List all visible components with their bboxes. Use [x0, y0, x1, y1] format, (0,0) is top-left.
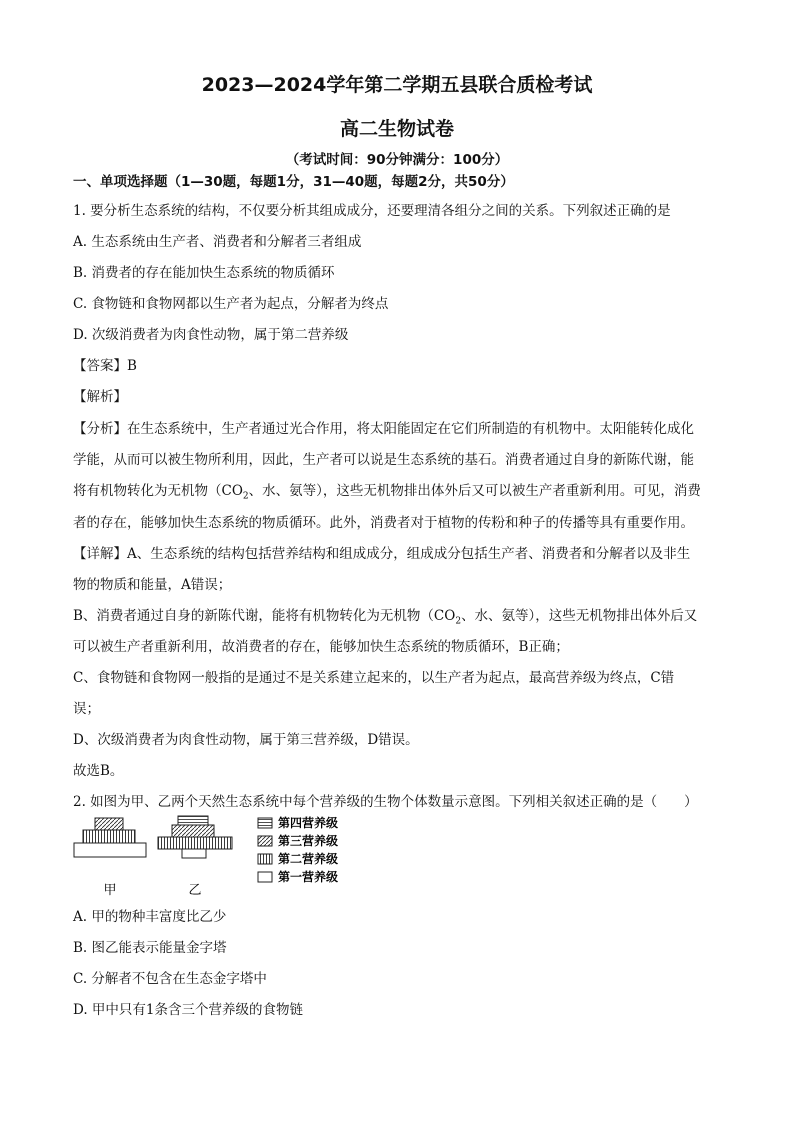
pyramid-yi: [158, 816, 232, 858]
q2-option-c: C. 分解者不包含在生态金字塔中: [73, 971, 267, 987]
analysis-label: 【解析】: [73, 389, 127, 405]
legend: [258, 815, 338, 884]
xiangjie-text-b1a: B、消费者通过自身的新陈代谢，能将有机物转化为无机物（CO: [73, 608, 456, 624]
q2-stem: 2. 如图为甲、乙两个天然生态系统中每个营养级的生物个体数量示意图。下列相关叙述正确的是（ ）: [73, 794, 698, 810]
fenxi-label: 【分析】: [73, 421, 127, 437]
q2-option-d: D. 甲中只有1条含三个营养级的食物链: [73, 1002, 304, 1018]
subscript-2: 2: [455, 616, 462, 627]
xiangjie-label: 【详解】: [73, 546, 127, 562]
legend-label-3: 第三营养级: [278, 834, 339, 848]
xiangjie-line-d: D、次级消费者为肉食性动物，属于第三营养级，D错误。: [73, 732, 419, 748]
fenxi-line-4: 者的存在，能够加快生态系统的物质循环。此外，消费者对于植物的传粉和种子的传播等具有重要作用。: [73, 515, 694, 531]
legend-label-1: 第一营养级: [278, 870, 339, 884]
q1-option-a: A. 生态系统由生产者、消费者和分解者三者组成: [73, 234, 362, 250]
xiangjie-line-a1: [73, 545, 690, 563]
section-heading: 一、单项选择题（1—30题，每题1分，31—40题，每题2分，共50分）: [73, 174, 514, 190]
legend-label-4: 第四营养级: [278, 816, 339, 830]
q1-option-c: C. 食物链和食物网都以生产者为起点，分解者为终点: [73, 296, 389, 312]
yi-level-2: [158, 837, 232, 849]
yi-level-1: [182, 849, 206, 858]
conclusion: 故选B。: [73, 763, 124, 779]
xiangjie-line-b2: 可以被生产者重新利用，故消费者的存在，能够加快生态系统的物质循环，B正确；: [73, 639, 569, 655]
fenxi-line-2: 学能，从而可以被生物所利用，因此，生产者可以说是生态系统的基石。消费者通过自身的新陈代谢，能: [73, 452, 694, 468]
pyramid-jia: [74, 818, 146, 857]
xiangjie-text-a1: A、生态系统的结构包括营养结构和组成成分，组成成分包括生产者、消费者和分解者以及非生: [127, 546, 691, 562]
legend-swatch-4: [258, 818, 272, 828]
xiangjie-line-a2: 物的物质和能量，A错误；: [73, 577, 232, 593]
fenxi-text-3b: 、水、氨等），这些无机物排出体外后又可以被生产者重新利用。可见，消费: [248, 483, 701, 499]
q2-option-a: A. 甲的物种丰富度比乙少: [73, 909, 227, 925]
subscript-2: 2: [242, 491, 249, 502]
legend-swatch-2: [258, 854, 272, 864]
xiangjie-line-c1: C、食物链和食物网一般指的是通过不是关系建立起来的，以生产者为起点，最高营养级为终点，C错: [73, 670, 675, 686]
legend-swatch-1: [258, 872, 272, 882]
q1-option-b: B. 消费者的存在能加快生态系统的物质循环: [73, 265, 335, 281]
exam-title: 2023—2024学年第二学期五县联合质检考试: [201, 74, 593, 96]
legend-swatch-3: [258, 836, 272, 846]
legend-label-2: 第二营养级: [278, 852, 339, 866]
xiangjie-text-b1b: 、水、氨等），这些无机物排出体外后又: [461, 608, 698, 624]
q1-answer: [73, 357, 137, 375]
jia-level-1: [74, 843, 146, 857]
answer-label: 【答案】: [73, 358, 127, 374]
yi-level-4: [178, 816, 208, 825]
exam-info: （考试时间：90分钟满分：100分）: [285, 152, 509, 168]
label-yi: 乙: [188, 883, 202, 897]
q2-option-b: B. 图乙能表示能量金字塔: [73, 940, 227, 956]
fenxi-line-1: [73, 420, 694, 438]
yi-level-3: [172, 825, 214, 837]
fenxi-text-1: 在生态系统中，生产者通过光合作用，将太阳能固定在它们所制造的有机物中。太阳能转化成化: [127, 421, 694, 437]
label-jia: 甲: [103, 883, 117, 897]
answer-value: B: [127, 358, 137, 374]
fenxi-line-3: [73, 482, 701, 506]
q1-option-d: D. 次级消费者为肉食性动物，属于第二营养级: [73, 327, 349, 343]
jia-level-2: [83, 830, 135, 843]
xiangjie-line-b1: [73, 607, 697, 631]
fenxi-text-3a: 将有机物转化为无机物（CO: [73, 483, 243, 499]
q1-stem: 1. 要分析生态系统的结构，不仅要分析其组成成分，还要理清各组分之间的关系。下列叙述正确的是: [73, 203, 671, 219]
xiangjie-line-c2: 误；: [73, 701, 100, 717]
pyramid-figure: [70, 812, 370, 897]
jia-level-3: [95, 818, 123, 830]
exam-subtitle: 高二生物试卷: [339, 118, 454, 140]
